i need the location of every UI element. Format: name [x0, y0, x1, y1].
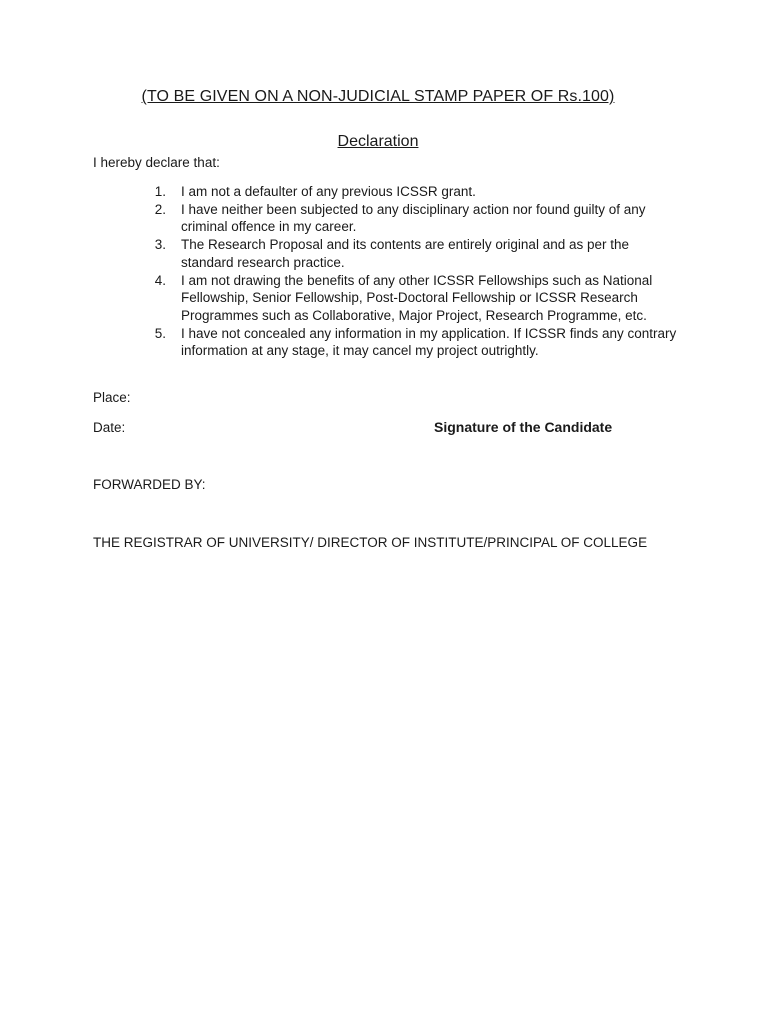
list-item-text: I am not a defaulter of any previous ICSSR grant.	[181, 184, 476, 199]
declaration-intro: I hereby declare that:	[93, 155, 220, 170]
list-item-number: 3.	[154, 237, 166, 253]
stamp-paper-heading: (TO BE GIVEN ON A NON-JUDICIAL STAMP PAPER OF Rs.100)	[141, 88, 615, 105]
list-item	[93, 272, 678, 325]
list-item-number: 5.	[154, 325, 166, 341]
signature-label: Signature of the Candidate	[434, 419, 613, 435]
list-item-text: I have neither been subjected to any disciplinary action nor found guilty of any criminal offence in my career.	[181, 201, 646, 235]
list-item-text: The Research Proposal and its contents are entirely original and as per the standard research practice.	[181, 237, 630, 270]
declaration-title: Declaration	[337, 133, 419, 150]
list-item-text: I have not concealed any information in my application. If ICSSR finds any contrary information at any stage, it may cancel my project outrightly.	[181, 325, 677, 359]
list-item	[93, 325, 678, 360]
list-item-number: 4.	[154, 272, 166, 288]
list-item-number: 1.	[154, 184, 166, 199]
place-label: Place:	[93, 390, 131, 405]
list-item	[93, 236, 678, 271]
forwarded-by-label: FORWARDED BY:	[93, 477, 206, 492]
registrar-line: THE REGISTRAR OF UNIVERSITY/ DIRECTOR OF INSTITUTE/PRINCIPAL OF COLLEGE	[93, 535, 648, 550]
list-item	[93, 183, 678, 201]
list-item	[93, 201, 678, 236]
declaration-list	[93, 183, 678, 360]
list-item-text: I am not drawing the benefits of any other ICSSR Fellowships such as National Fellowship, Senior Fellowship, Post-Doctoral Fellowship or ICSSR Research Programmes such as Collaborative, Major Project, Research Programme, etc.	[181, 272, 653, 323]
list-item-number: 2.	[154, 201, 166, 217]
date-label: Date:	[93, 420, 126, 435]
